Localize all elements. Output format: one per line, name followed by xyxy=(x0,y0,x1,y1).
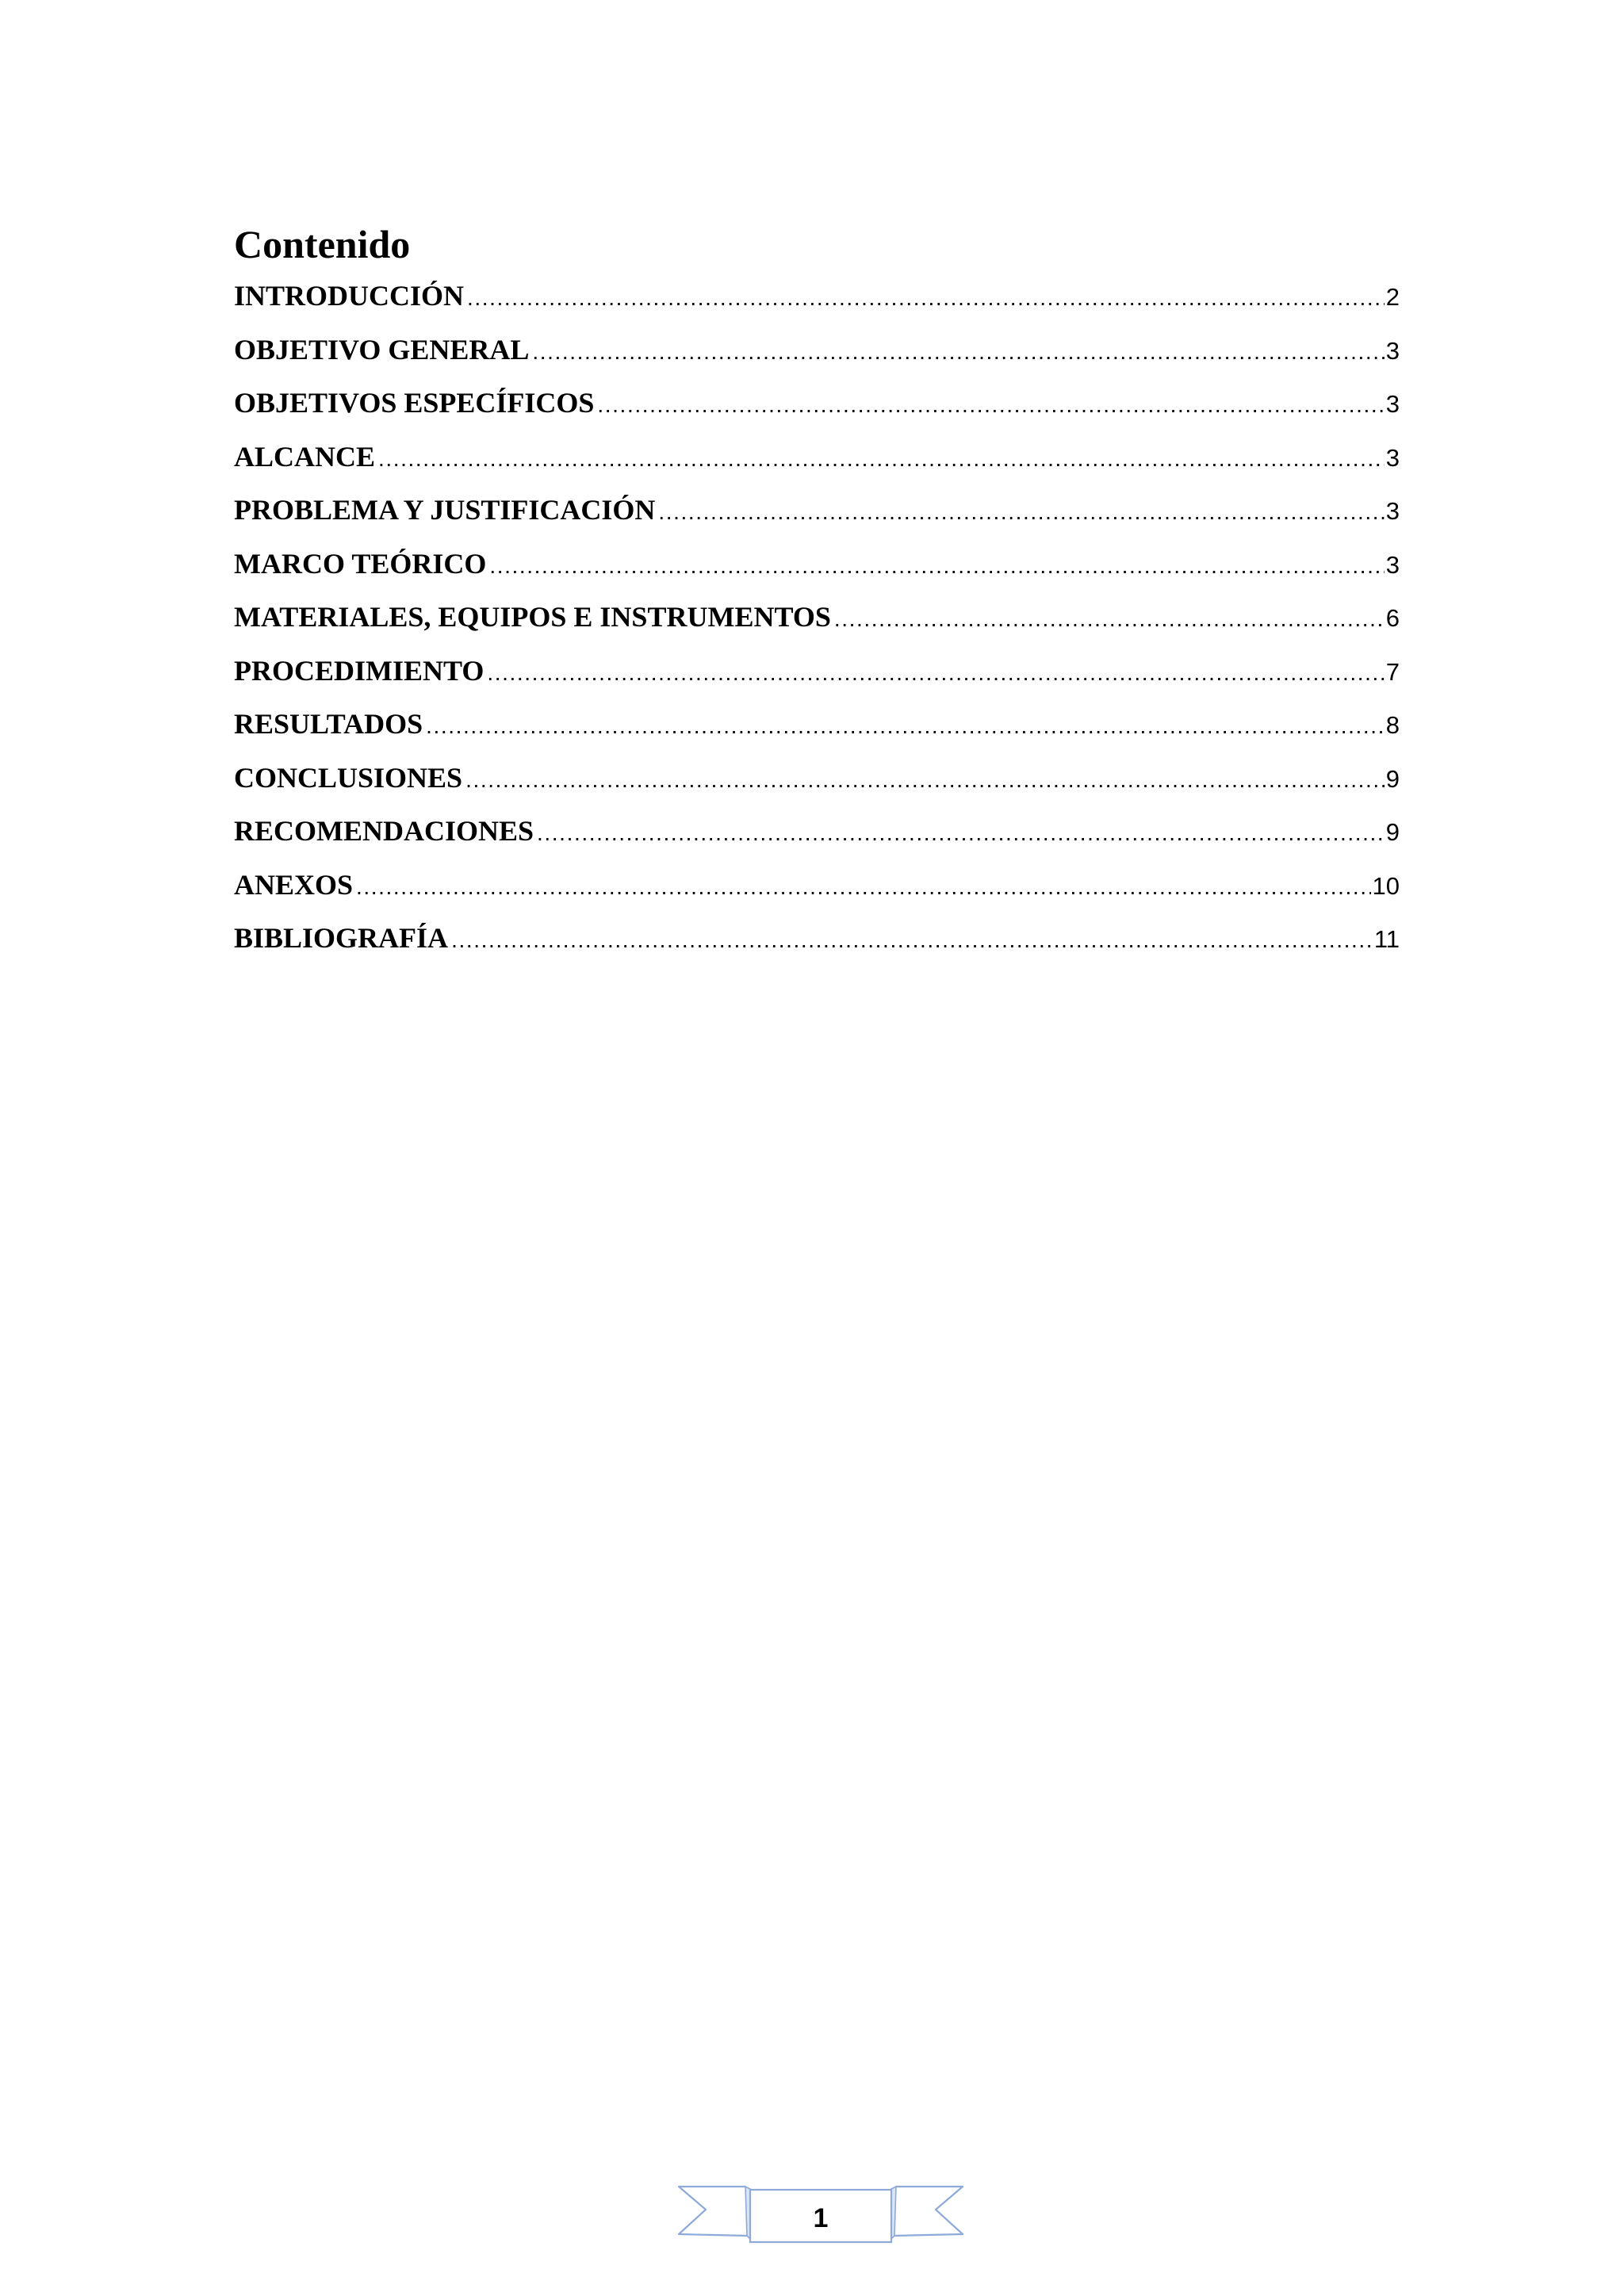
toc-entry-page: 2 xyxy=(1385,283,1400,311)
toc-entry-label: RESULTADOS xyxy=(234,708,423,740)
toc-entry-introduccion[interactable] xyxy=(234,279,1400,333)
toc-entry-alcance[interactable] xyxy=(234,440,1400,494)
toc-entry-page: 7 xyxy=(1385,657,1400,686)
toc-dot-leader xyxy=(658,499,1384,525)
toc-entry-page: 3 xyxy=(1385,550,1400,579)
toc-dot-leader xyxy=(487,660,1384,686)
table-of-contents xyxy=(234,220,1400,975)
toc-entry-page: 8 xyxy=(1385,711,1400,739)
toc-dot-leader xyxy=(467,285,1385,311)
toc-entry-conclusiones[interactable] xyxy=(234,761,1400,815)
toc-title: Contenido xyxy=(234,222,411,266)
toc-dot-leader xyxy=(356,874,1370,900)
toc-dot-leader xyxy=(597,392,1384,418)
toc-dot-leader xyxy=(532,339,1384,365)
toc-entry-label: ANEXOS xyxy=(234,868,354,901)
toc-entry-materiales-equipos-e-instrumentos[interactable] xyxy=(234,600,1400,654)
toc-entry-bibliografia[interactable] xyxy=(234,921,1400,975)
toc-entry-label: OBJETIVO GENERAL xyxy=(234,333,530,365)
toc-dot-leader xyxy=(489,553,1384,579)
toc-entry-label: PROBLEMA Y JUSTIFICACIÓN xyxy=(234,494,656,526)
toc-entry-page: 10 xyxy=(1372,871,1400,900)
toc-entry-resultados[interactable] xyxy=(234,707,1400,761)
toc-dot-leader xyxy=(378,446,1385,472)
toc-entry-label: ALCANCE xyxy=(234,440,376,473)
toc-entry-anexos[interactable] xyxy=(234,868,1400,922)
toc-entry-label: OBJETIVOS ESPECÍFICOS xyxy=(234,387,595,419)
page-number-footer xyxy=(674,2172,967,2260)
page-number: 1 xyxy=(813,2202,829,2233)
toc-entry-objetivo-general[interactable] xyxy=(234,333,1400,387)
toc-entry-label: INTRODUCCIÓN xyxy=(234,280,465,312)
toc-entry-page: 6 xyxy=(1385,604,1400,632)
toc-entry-page: 9 xyxy=(1385,818,1400,846)
toc-entry-label: BIBLIOGRAFÍA xyxy=(234,922,449,954)
toc-entry-label: MATERIALES, EQUIPOS E INSTRUMENTOS xyxy=(234,601,831,633)
toc-list xyxy=(234,279,1400,975)
toc-entry-page: 3 xyxy=(1385,336,1400,365)
toc-entry-label: CONCLUSIONES xyxy=(234,761,463,794)
toc-dot-leader xyxy=(465,767,1385,793)
toc-entry-page: 11 xyxy=(1373,925,1400,953)
toc-entry-page: 3 xyxy=(1385,497,1400,525)
toc-entry-marco-teorico[interactable] xyxy=(234,547,1400,601)
toc-entry-procedimiento[interactable] xyxy=(234,654,1400,708)
toc-entry-objetivos-especificos[interactable] xyxy=(234,386,1400,440)
toc-dot-leader xyxy=(451,928,1373,953)
toc-dot-leader xyxy=(537,821,1385,846)
toc-dot-leader xyxy=(834,607,1385,632)
toc-entry-page: 3 xyxy=(1385,390,1400,418)
toc-dot-leader xyxy=(426,714,1385,739)
toc-entry-label: MARCO TEÓRICO xyxy=(234,547,487,580)
toc-entry-label: PROCEDIMIENTO xyxy=(234,654,485,687)
toc-entry-label: RECOMENDACIONES xyxy=(234,815,534,847)
toc-entry-page: 3 xyxy=(1385,443,1400,472)
toc-entry-page: 9 xyxy=(1385,764,1400,793)
toc-entry-problema-y-justificacion[interactable] xyxy=(234,493,1400,547)
toc-entry-recomendaciones[interactable] xyxy=(234,814,1400,868)
